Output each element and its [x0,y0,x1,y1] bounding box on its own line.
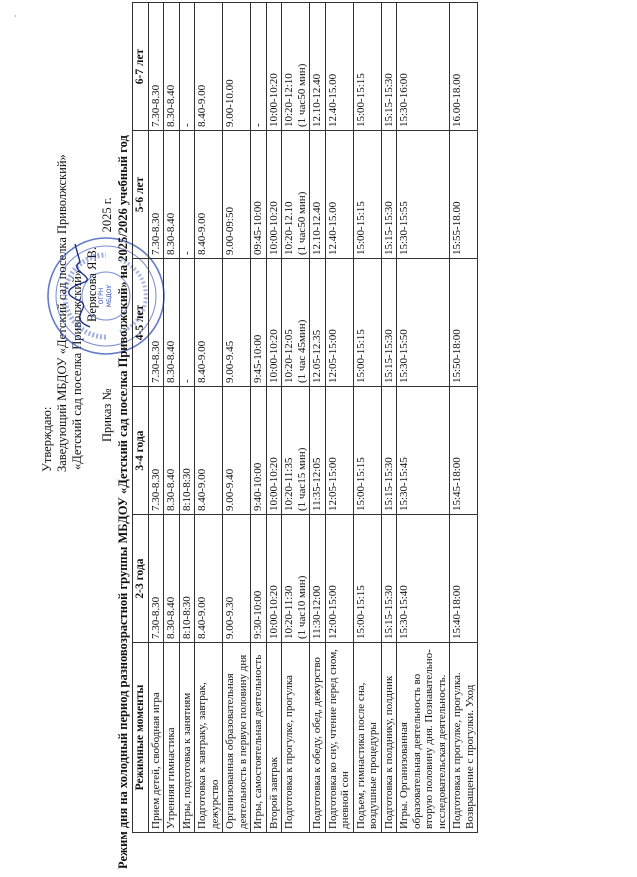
svg-text:ОГРН: ОГРН [98,287,105,305]
schedule-body [148,3,478,833]
time-cell: 12.40-15.00 [325,131,353,259]
time-cell: 10:20-11:30 (1 час10 мин) [282,515,310,643]
time-cell: 7.30-8.30 [148,131,164,259]
table-row [397,3,450,833]
time-cell: 9.00-10.00 [223,3,251,131]
regime-moment-cell: Игры, подготовка к занятиям [179,643,195,833]
time-cell: 8.40-9.00 [195,387,223,515]
table-row [325,3,353,833]
time-cell: 12.40-15.00 [325,3,353,131]
header-age-5-6: 5-6 лет [133,131,149,259]
time-cell: 8:10-8:30 [179,387,195,515]
time-cell: 8.30-8.40 [164,259,180,387]
time-cell: 10:20-12.10 (1 час50 мин) [282,131,310,259]
approval-label: Утверждаю: [40,406,54,472]
regime-moment-cell: Подготовка к полднику, полдник [381,643,397,833]
time-cell: 12:00-15:00 [325,515,353,643]
regime-moment-cell: Подготовка ко сну, чтение перед сном, дневной сон [325,643,353,833]
time-cell: 7.30-8.30 [148,259,164,387]
header-age-4-5: 4-5 лет [133,259,149,387]
time-cell: 10:00-10:20 [266,131,282,259]
table-row [353,3,381,833]
time-cell: 16.00-18.00 [450,3,478,131]
table-row [164,3,180,833]
order-year: 2025 г. [100,197,114,233]
time-cell: - [179,131,195,259]
time-cell: 8.40-9.00 [195,3,223,131]
approval-position: Заведующий МБДОУ «Детский сад поселка Приволжский» [55,154,69,472]
time-cell: 09:45-10:00 [251,131,267,259]
regime-moment-cell: Второй завтрак [266,643,282,833]
time-cell: 9.00-9.45 [223,259,251,387]
time-cell: 8:10-8:30 [179,515,195,643]
header-regime: Режимные моменты [133,643,149,833]
time-cell: 15:15-15:30 [381,3,397,131]
time-cell: 15:55-18.00 [450,131,478,259]
header-age-6-7: 6-7 лет [133,3,149,131]
header-age-2-3: 2-3 года [133,515,149,643]
time-cell: 8.30-8.40 [164,131,180,259]
regime-moment-cell: Игры. Организованная образовательная деятельность во вторую половину дня. Познавательно-исследовательская деятельность. [397,643,450,833]
time-cell: - [179,3,195,131]
time-cell: 15:00-15:15 [353,515,381,643]
time-cell: 9:45-10:00 [251,259,267,387]
corner-mark: . [9,15,18,17]
time-cell: 12.10-12.40 [310,3,326,131]
time-cell: 8.40-9.00 [195,131,223,259]
time-cell: 7.30-8.30 [148,387,164,515]
regime-moment-cell: Игры, самостоятельная деятельность [251,643,267,833]
time-cell: 8.40-9.00 [195,259,223,387]
time-cell: 15:30-15:50 [397,259,450,387]
time-cell: - [179,259,195,387]
table-row [310,3,326,833]
schedule-table [132,2,478,833]
time-cell: 15:30-15:40 [397,515,450,643]
time-cell: 15:30-16:00 [397,3,450,131]
time-cell: 12:05-15:00 [325,387,353,515]
time-cell: 15:50-18:00 [450,259,478,387]
time-cell: 15:00-15:15 [353,259,381,387]
time-cell: 9:30-10:00 [251,515,267,643]
regime-moment-cell: Подготовка к прогулке, прогулка [282,643,310,833]
time-cell: 15:15-15:30 [381,387,397,515]
handwritten-signature [60,237,100,332]
time-cell: 15:00-15:15 [353,387,381,515]
time-cell: 10:00-10:20 [266,515,282,643]
time-cell: 15:45-18:00 [450,387,478,515]
time-cell: 9.00-9.30 [223,515,251,643]
time-cell: 12.05-12.35 [310,259,326,387]
time-cell: 10:20-11:35 (1 час15 мин) [282,387,310,515]
time-cell: 15:40-18:00 [450,515,478,643]
table-row [179,3,195,833]
time-cell: 15:15-15:30 [381,515,397,643]
order-number: Приказ № [100,388,114,442]
time-cell: 10:20-12:05 (1 час 45мин) [282,259,310,387]
table-row [251,3,267,833]
time-cell: 8.40-9.00 [195,515,223,643]
time-cell: 12:05-15:00 [325,259,353,387]
time-cell: 15:15-15:30 [381,131,397,259]
signatory-name: Верясова Я.В. [85,246,99,322]
time-cell: 7.30-8.30 [148,3,164,131]
time-cell: 9.00-9.40 [223,387,251,515]
time-cell: - [251,3,267,131]
time-cell: 9:40-10:00 [251,387,267,515]
time-cell: 12.10-12.40 [310,131,326,259]
time-cell: 10:00-10:20 [266,3,282,131]
table-row [223,3,251,833]
table-row [266,3,282,833]
time-cell: 8.30-8.40 [164,515,180,643]
time-cell: 11:35-12:05 [310,387,326,515]
time-cell: 15:00-15:15 [353,131,381,259]
table-row [195,3,223,833]
time-cell: 10:00-10:20 [266,259,282,387]
regime-moment-cell: Организованная образовательная деятельность в первую половину дня [223,643,251,833]
table-row [381,3,397,833]
time-cell: 11:30-12:00 [310,515,326,643]
time-cell: 15:15-15:30 [381,259,397,387]
time-cell: 15:00-15:15 [353,3,381,131]
table-row [148,3,164,833]
time-cell: 15:30-15:45 [397,387,450,515]
regime-moment-cell: Прием детей, свободная игра [148,643,164,833]
table-row [282,3,310,833]
time-cell: 7.30-8.30 [148,515,164,643]
table-header-row [133,3,149,833]
time-cell: 9.00-09:50 [223,131,251,259]
regime-moment-cell: Подъем, гимнастика после сна, воздушные процедуры [353,643,381,833]
approval-institution: «Детский сад поселка Приволжский» [70,269,84,470]
time-cell: 10:20-12:10 (1 час50 мин) [282,3,310,131]
document-title: Режим дня на холодный период разновозрастной группы МБДОУ «Детский сад поселка Приволжский» на 2025/2026 учебный год [116,135,130,869]
regime-moment-cell: Подготовка к прогулке, прогулка. Возвращение с прогулки. Уход [450,643,478,833]
time-cell: 10:00-10:20 [266,387,282,515]
regime-moment-cell: Подготовка к обеду, обед, дежурство [310,643,326,833]
time-cell: 15:30-15:55 [397,131,450,259]
time-cell: 8.30-8.40 [164,3,180,131]
header-age-3-4: 3-4 года [133,387,149,515]
regime-moment-cell: Утренняя гимнастика [164,643,180,833]
svg-text:МБДОУ: МБДОУ [106,284,113,308]
table-row [450,3,478,833]
time-cell: 8.30-8.40 [164,387,180,515]
regime-moment-cell: Подготовка к завтраку, завтрак, дежурство [195,643,223,833]
